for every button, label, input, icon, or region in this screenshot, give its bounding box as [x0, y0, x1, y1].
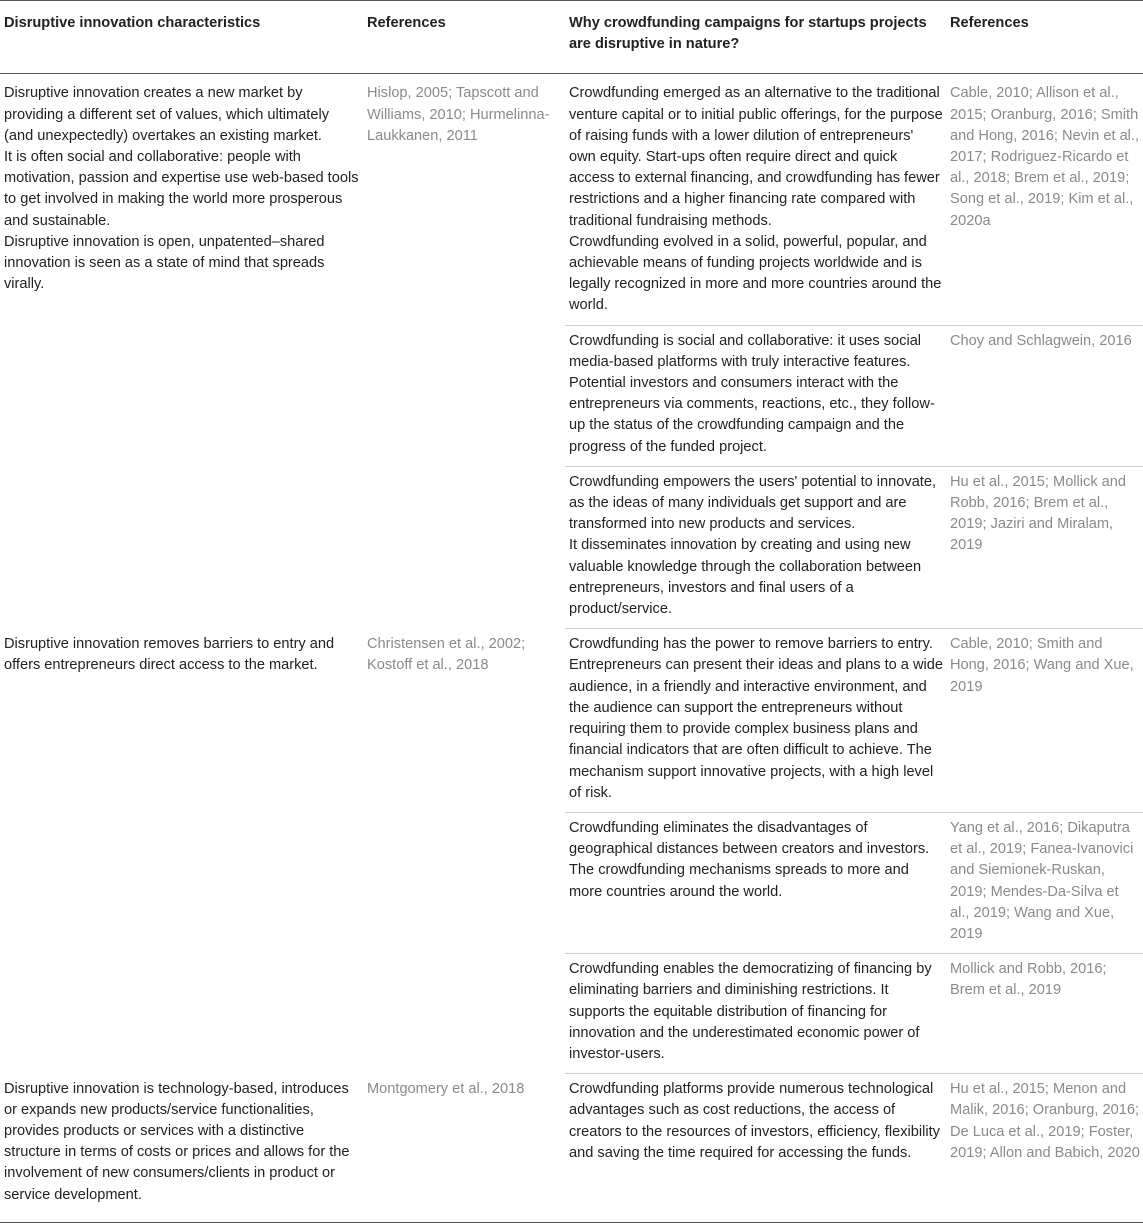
characteristic-references: Christensen et al., 2002; Kostoff et al., 2018	[367, 635, 526, 673]
why-text: Crowdfunding platforms provide numerous technological advantages such as cost reductions, the access of creators to the resources of investors, efficiency, flexibility and saving the time required for accessing the funds.	[569, 1081, 940, 1161]
characteristic-references: Montgomery et al., 2018	[363, 1074, 565, 1223]
why-references: Hu et al., 2015; Menon and Malik, 2016; Oranburg, 2016; De Luca et al., 2019; Foster, 2019; Allon and Babich, 2020	[946, 1074, 1143, 1223]
why-cell	[565, 325, 946, 466]
why-text: The crowdfunding mechanisms spreads to more and more countries around the world.	[569, 862, 909, 900]
characteristic-references: Hislop, 2005; Tapscott and Williams, 2010; Hurmelinna-Laukkanen, 2011	[367, 85, 550, 144]
why-text: Crowdfunding enables the democratizing of financing by eliminating barriers and diminishing restrictions. It supports the equitable distribution of financing for innovation and the underestimated economic power of investor-users.	[569, 961, 932, 1062]
characteristic-cell	[0, 629, 363, 1074]
characteristic-text: Disruptive innovation removes barriers to entry and offers entrepreneurs direct access to the market.	[4, 635, 335, 673]
characteristic-text: Disruptive innovation creates a new market by providing a different set of values, which ultimately (and unexpectedly) overtakes an existing market.	[4, 85, 330, 144]
why-text: Crowdfunding empowers the users' potential to innovate, as the ideas of many individuals get support and are transformed into new products and services.	[569, 473, 937, 533]
why-references: Cable, 2010; Smith and Hong, 2016; Wang and Xue, 2019	[946, 629, 1143, 813]
why-text: Crowdfunding has the power to remove barriers to entry. Entrepreneurs can present their ideas and plans to a wide audience, in a friendly and interactive environment, and the audience can support the entrepreneurs without requiring them to provide complex business plans and financial indicators that are often difficult to achieve. The mechanism support innovative projects, with a high level of risk.	[569, 636, 943, 801]
table-row	[0, 1074, 1143, 1223]
why-cell	[565, 812, 946, 953]
characteristic-text: Disruptive innovation is technology-based, introduces or expands new products/service functionalities, provides products or services with a distinctive structure in terms of costs or prices and allows for the involvement of new consumers/clients in product or service development.	[4, 1080, 350, 1203]
why-references: Hu et al., 2015; Mollick and Robb, 2016; Brem et al., 2019; Jaziri and Miralam, 2019	[946, 466, 1143, 628]
why-text: Crowdfunding evolved in a solid, powerful, popular, and achievable means of funding projects worldwide and is legally recognized in more and more countries around the world.	[569, 233, 942, 314]
header-row	[0, 1, 1143, 74]
header-references-2: References	[946, 1, 1143, 74]
why-cell	[565, 74, 946, 325]
characteristic-cell	[0, 1074, 363, 1223]
table-row	[0, 74, 1143, 325]
why-references: Yang et al., 2016; Dikaputra et al., 2019; Fanea-Ivanovici and Siemionek-Ruskan, 2019; Mendes-Da-Silva et al., 2019; Wang and Xue, 2019	[946, 812, 1143, 953]
why-cell	[565, 954, 946, 1074]
why-references: Mollick and Robb, 2016; Brem et al., 2019	[946, 954, 1143, 1074]
why-cell	[565, 466, 946, 628]
table-row	[0, 629, 1143, 813]
why-references: Cable, 2010; Allison et al., 2015; Oranburg, 2016; Smith and Hong, 2016; Nevin et al., 2017; Rodriguez-Ricardo et al., 2018; Brem et al., 2019; Song et al., 2019; Kim et al., 2020a	[946, 74, 1143, 325]
characteristic-text: Disruptive innovation is open, unpatented–shared innovation is seen as a state of mind that spreads virally.	[4, 233, 325, 293]
why-cell	[565, 1074, 946, 1223]
characteristic-text: It is often social and collaborative: people with motivation, passion and expertise use web-based tools to get involved in making the world more prosperous and sustainable.	[4, 149, 359, 229]
header-why-disruptive: Why crowdfunding campaigns for startups projects are disruptive in nature?	[565, 1, 946, 74]
characteristic-cell	[0, 74, 363, 629]
why-text: Crowdfunding eliminates the disadvantages of geographical distances between creators and investors.	[569, 819, 930, 858]
why-text: Crowdfunding is social and collaborative: it uses social media-based platforms with truly interactive features. Potential investors and consumers interact with the entrepreneurs via comments, reactions, etc., they follow-up the status of the crowdfunding campaign and the progress of the funded project.	[569, 332, 935, 455]
header-characteristics: Disruptive innovation characteristics	[0, 1, 363, 74]
why-cell	[565, 629, 946, 813]
why-text: It disseminates innovation by creating and using new valuable knowledge through the collaboration between entrepreneurs, investors and final users of a product/service.	[569, 537, 922, 618]
why-text: Crowdfunding emerged as an alternative to the traditional venture capital or to initial public offerings, for the purpose of raising funds with a lower dilution of entrepreneurs' own equity. Start-ups often require direct and quick access to external financing, and crowdfunding has fewer restrictions and a higher financing rate compared with traditional fundraising methods.	[569, 85, 943, 229]
why-references: Choy and Schlagwein, 2016	[946, 325, 1143, 466]
header-references: References	[363, 1, 565, 74]
